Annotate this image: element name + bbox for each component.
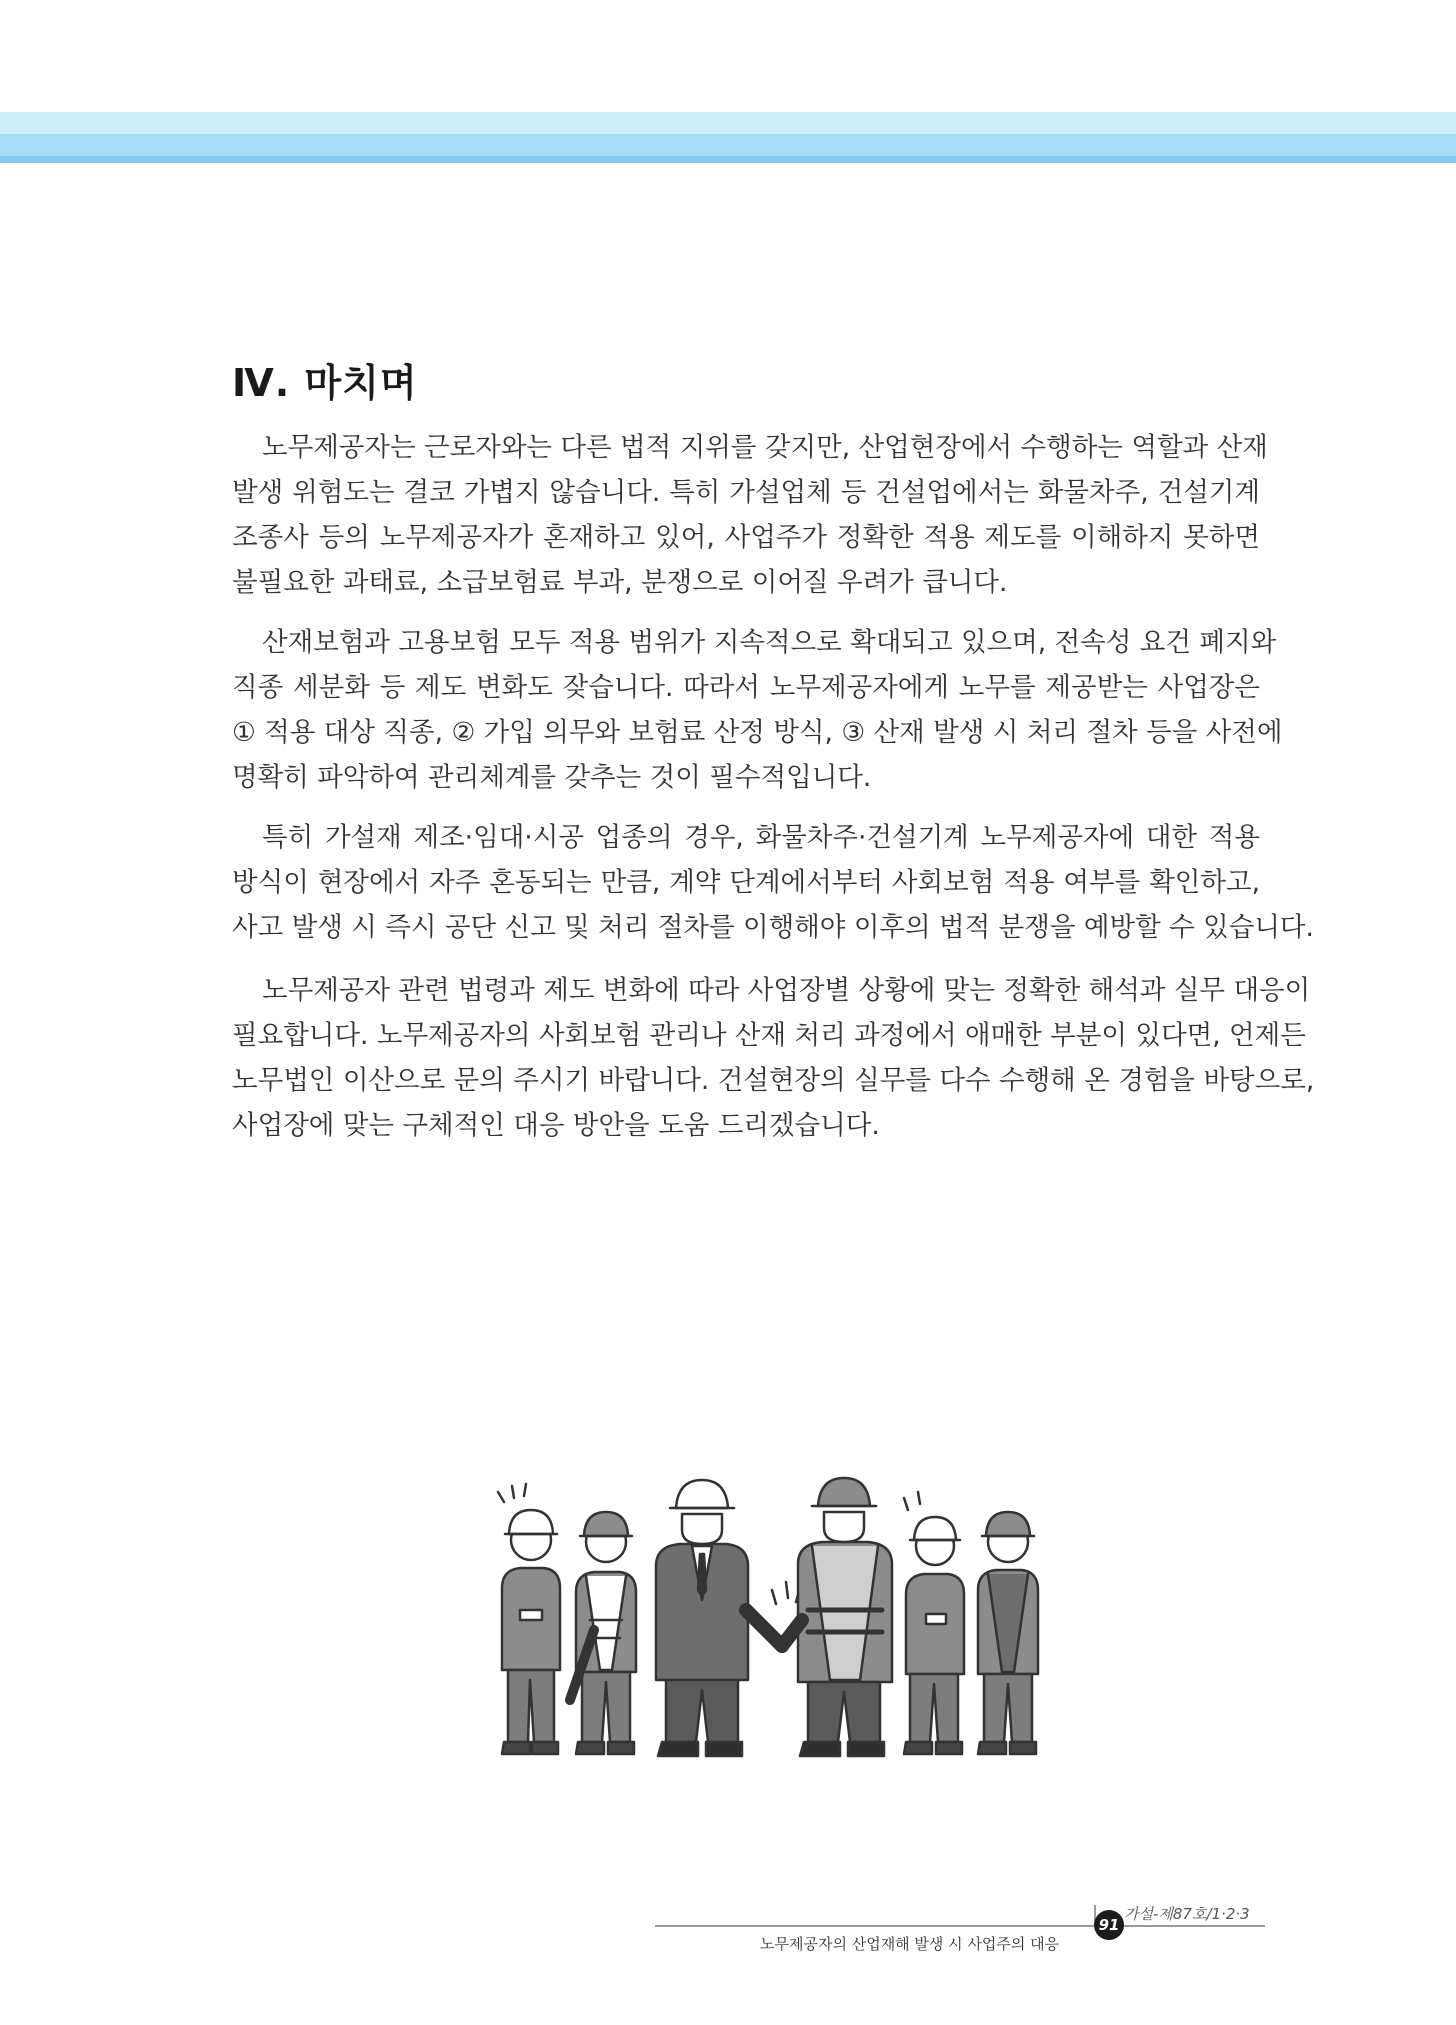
paragraph-line: ① 적용 대상 직종, ② 가입 의무와 보험료 산정 방식, ③ 산재 발생 시 처리 절차 등을 사전에: [232, 717, 1283, 748]
paragraph-4: [232, 968, 1315, 1148]
paragraph-line: 필요합니다. 노무제공자의 사회보험 관리나 산재 처리 과정에서 애매한 부분이 있다면, 언제든: [232, 1020, 1306, 1051]
paragraph-line: 노무법인 이산으로 문의 주시기 바랍니다. 건설현장의 실무를 다수 수행해 온 경험을 바탕으로,: [232, 1065, 1315, 1096]
footer-rule: [655, 1925, 1265, 1927]
paragraph-2: [232, 620, 1283, 800]
paragraph-line: 직종 세분화 등 제도 변화도 잦습니다. 따라서 노무제공자에게 노무를 제공받는 사업장은: [232, 672, 1260, 703]
section-heading: Ⅳ. 마치며: [232, 361, 418, 405]
header-band-dark: [0, 156, 1456, 163]
paragraph-3: [232, 815, 1314, 950]
paragraph-line: 특히 가설재 제조·임대·시공 업종의 경우, 화물차주·건설기계 노무제공자에 대한 적용: [262, 822, 1260, 853]
paragraph-line: 명확히 파악하여 관리체계를 갖추는 것이 필수적입니다.: [232, 762, 872, 793]
paragraph-line: 방식이 현장에서 자주 혼동되는 만큼, 계약 단계에서부터 사회보험 적용 여부를 확인하고,: [232, 867, 1260, 898]
paragraph-line: 사고 발생 시 즉시 공단 신고 및 처리 절차를 이행해야 이후의 법적 분쟁을 예방할 수 있습니다.: [232, 912, 1314, 943]
page-number-badge: 91: [1094, 1910, 1124, 1940]
workers-handshake-illustration: [490, 1470, 1050, 1760]
manager-figure: [656, 1480, 782, 1756]
paragraph-1: [232, 425, 1268, 605]
worker-figure: [904, 1492, 964, 1754]
paragraph-line: 노무제공자는 근로자와는 다른 법적 지위를 갖지만, 산업현장에서 수행하는 역할과 산재: [262, 432, 1268, 463]
paragraph-line: 발생 위험도는 결코 가볍지 않습니다. 특히 가설업체 등 건설업에서는 화물차주, 건설기계: [232, 477, 1260, 508]
paragraph-line: 산재보험과 고용보험 모두 적용 범위가 지속적으로 확대되고 있으며, 전속성 요건 폐지와: [262, 627, 1277, 658]
header-band-light: [0, 112, 1456, 134]
footer-article-title: 노무제공자의 산업재해 발생 시 사업주의 대응: [760, 1935, 1060, 1953]
worker-figure: [978, 1512, 1038, 1754]
paragraph-line: 조종사 등의 노무제공자가 혼재하고 있어, 사업주가 정확한 적용 제도를 이해하지 못하면: [232, 522, 1260, 553]
footer-issue: 가설-제87호/1·2·3: [1124, 1905, 1250, 1923]
worker-figure: [498, 1484, 560, 1754]
foreman-figure: [782, 1478, 892, 1756]
header-band-mid: [0, 134, 1456, 156]
paragraph-line: 노무제공자 관련 법령과 제도 변화에 따라 사업장별 상황에 맞는 정확한 해석과 실무 대응이: [262, 975, 1311, 1006]
paragraph-line: 불필요한 과태료, 소급보험료 부과, 분쟁으로 이어질 우려가 큽니다.: [232, 567, 1008, 598]
worker-figure: [570, 1512, 636, 1754]
paragraph-line: 사업장에 맞는 구체적인 대응 방안을 도움 드리겠습니다.: [232, 1110, 880, 1141]
